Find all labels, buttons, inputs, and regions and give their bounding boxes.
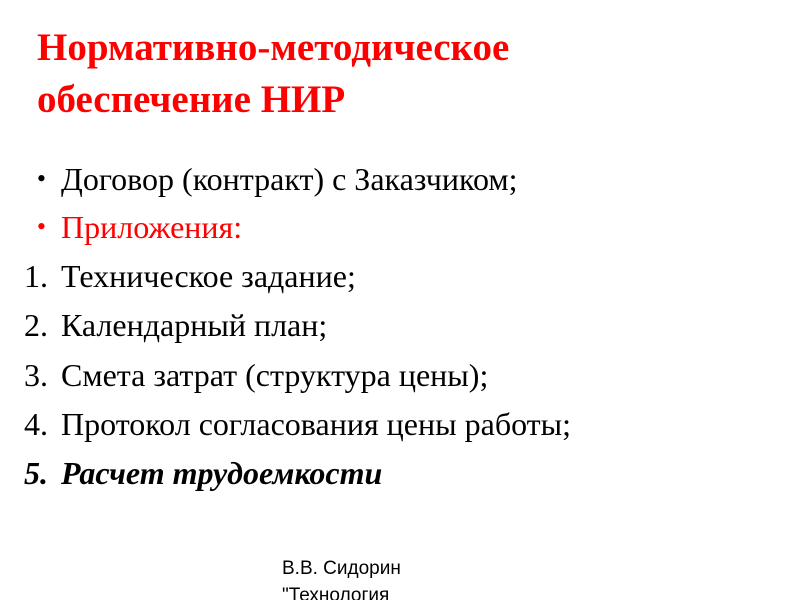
item-number: 4. [24,406,48,442]
footer-course-title: "Технология [282,585,390,600]
item-number: 3. [24,357,48,393]
bullet-item-contract [0,159,800,199]
item-number: 5. [24,455,48,491]
numbered-item-price-protocol [0,404,800,444]
slide-title-line-1: Нормативно-методическое [37,26,510,69]
numbered-item-cost-estimate [0,355,800,395]
footer-author: В.В. Сидорин [282,558,401,579]
bullet-item-text: Договор (контракт) с Заказчиком; [61,161,518,197]
numbered-item-calendar-plan [0,305,800,345]
bullet-marker: • [36,164,46,193]
item-number: 2. [24,307,48,343]
numbered-item-text: Календарный план; [61,307,328,343]
slide-footer [282,555,582,600]
bullet-marker: • [36,212,46,241]
numbered-item-technical-task [0,256,800,296]
numbered-item-text: Протокол согласования цены работы; [61,406,572,442]
numbered-item-text: Смета затрат (структура цены); [61,357,489,393]
slide-title-line-2: обеспечение НИР [37,78,346,121]
item-number: 1. [24,258,48,294]
numbered-item-labor-intensity [0,453,800,493]
slide-title [37,22,757,126]
numbered-item-text: Техническое задание; [61,258,356,294]
bullet-item-text: Приложения: [61,209,243,245]
bullet-item-attachments [0,207,800,247]
numbered-item-text: Расчет трудоемкости [61,455,383,491]
